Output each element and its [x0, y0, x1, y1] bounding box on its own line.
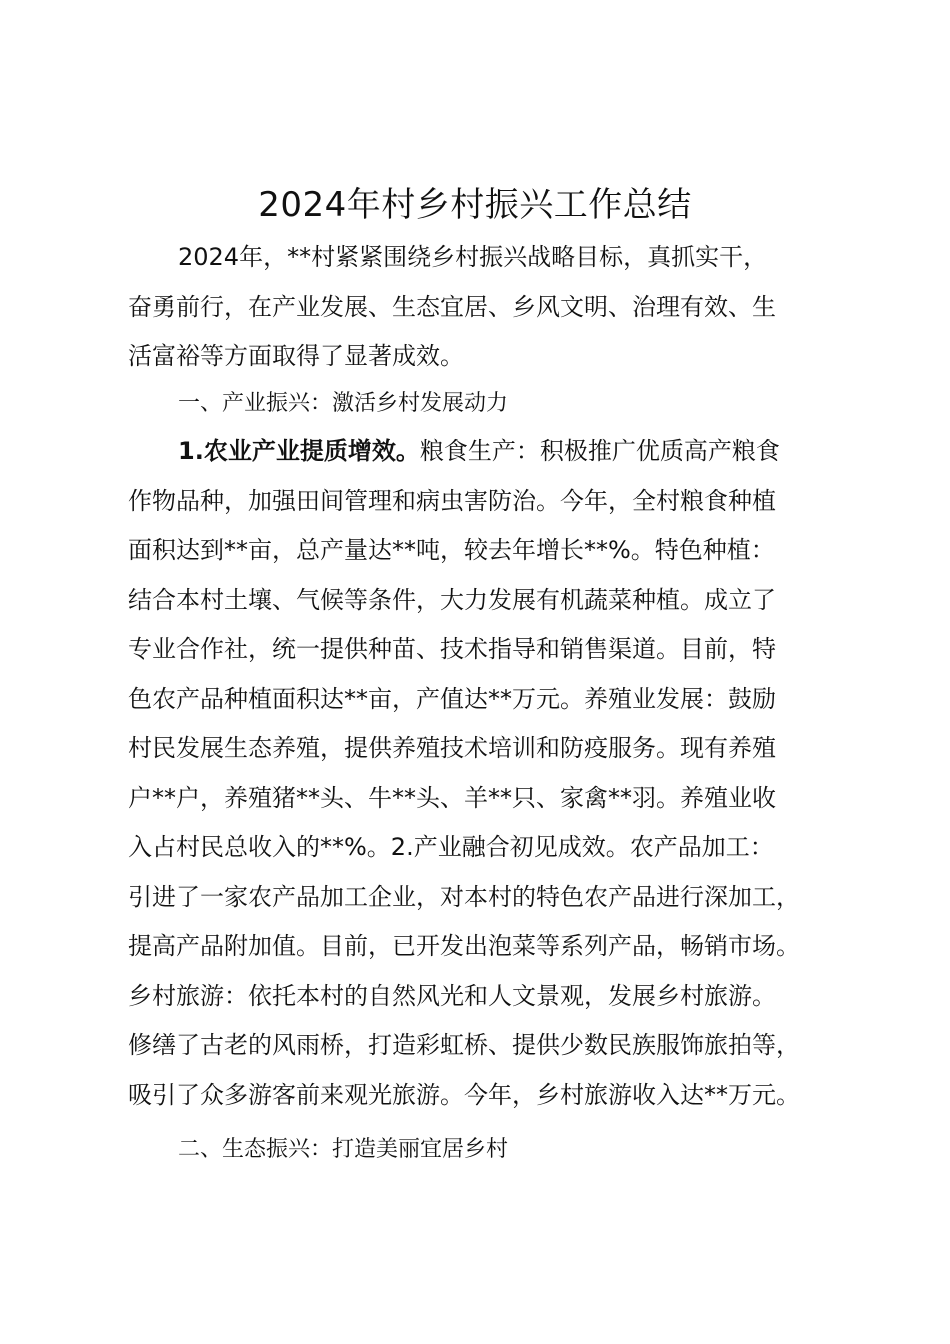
section-1-line-5: 专业合作社，统一提供种苗、技术指导和销售渠道。目前，特	[128, 635, 776, 663]
section-1-line-6: 色农产品种植面积达**亩，产值达**万元。养殖业发展：鼓励	[128, 684, 776, 713]
section-1-line-10: 引进了一家农产品加工企业，对本村的特色农产品进行深加工，	[128, 882, 800, 911]
section-1-lead: 1.农业产业提质增效。	[178, 437, 420, 465]
section-1-line-1: 1.农业产业提质增效。粮食生产：积极推广优质高产粮食	[178, 437, 780, 465]
intro-paragraph	[128, 233, 852, 382]
intro-line-1: 2024年，**村紧紧围绕乡村振兴战略目标，真抓实干，	[178, 243, 768, 271]
section-1-line-14: 吸引了众多游客前来观光旅游。今年，乡村旅游收入达**万元。	[128, 1080, 800, 1109]
intro-line-3: 活富裕等方面取得了显著成效。	[128, 342, 464, 370]
section-2-heading: 二、生态振兴：打造美丽宜居乡村	[178, 1137, 509, 1162]
section-1-line-13: 修缮了古老的风雨桥，打造彩虹桥、提供少数民族服饰旅拍等，	[128, 1031, 800, 1059]
section-1-line-11: 提高产品附加值。目前，已开发出泡菜等系列产品，畅销市场。	[128, 932, 800, 960]
section-1-line-2: 作物品种，加强田间管理和病虫害防治。今年，全村粮食种植	[128, 486, 776, 515]
section-1-paragraph	[128, 427, 852, 1120]
section-1-line-12: 乡村旅游：依托本村的自然风光和人文景观，发展乡村旅游。	[128, 981, 776, 1010]
document-title: 2024年村乡村振兴工作总结	[258, 185, 692, 225]
intro-line-2: 奋勇前行，在产业发展、生态宜居、乡风文明、治理有效、生	[128, 292, 776, 321]
section-1-heading: 一、产业振兴：激活乡村发展动力	[178, 391, 509, 416]
section-1-line-4: 结合本村土壤、气候等条件，大力发展有机蔬菜种植。成立了	[128, 585, 776, 614]
section-1-line-9: 入占村民总收入的**%。2.产业融合初见成效。农产品加工：	[128, 833, 774, 861]
section-1-line-8: 户**户，养殖猪**头、牛**头、羊**只、家禽**羽。养殖业收	[128, 783, 776, 812]
section-1-line-3: 面积达到**亩，总产量达**吨，较去年增长**%。特色种植：	[128, 536, 775, 564]
section-1-line-7: 村民发展生态养殖，提供养殖技术培训和防疫服务。现有养殖	[128, 734, 776, 762]
